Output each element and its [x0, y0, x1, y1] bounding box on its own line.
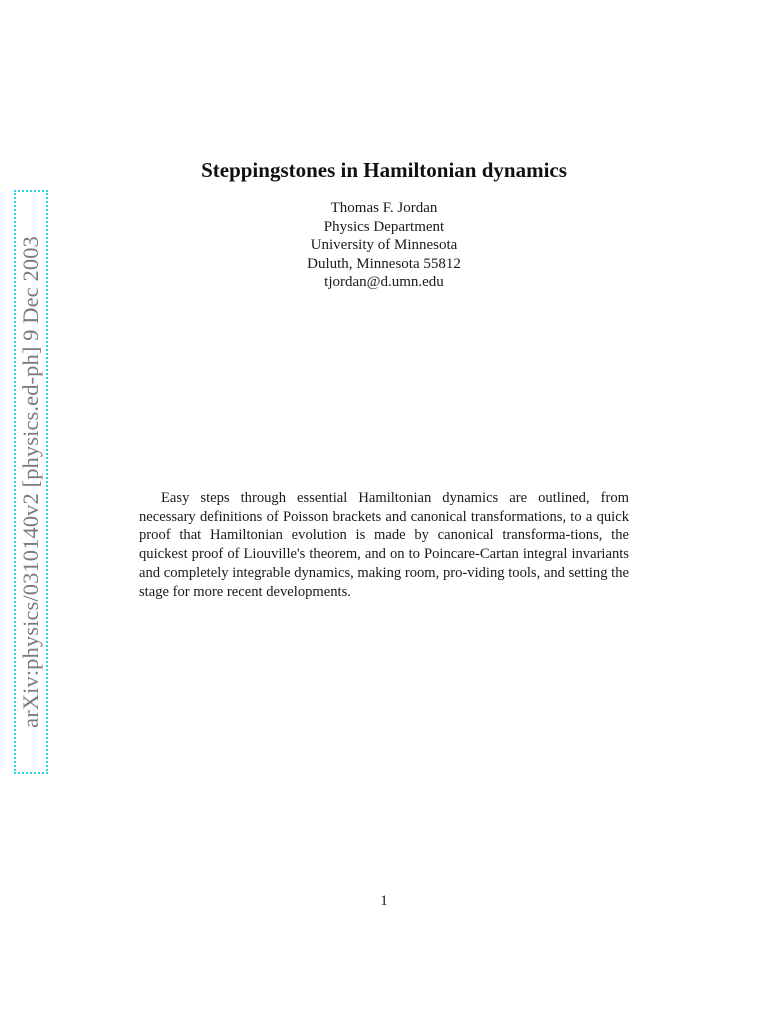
author-institution: University of Minnesota	[310, 237, 458, 254]
author-department: Physics Department	[323, 218, 445, 235]
paper-title: Steppingstones in Hamiltonian dynamics	[201, 158, 567, 182]
abstract: Easy steps through essential Hamiltonian dynamics are outlined, from necessary definitions of Poisson brackets and canonical transformations, to a quick proof that Hamiltonian evolution is made by canonical transforma-tions, the quickest proof of Liouville's theorem, and on to Poincare-Cartan integral invariants and completely integrable dynamics, making room, pro-viding tools, and setting the stage for more recent developments.	[139, 490, 630, 600]
page-number: 1	[380, 893, 388, 909]
arxiv-identifier: arXiv:physics/0310140v2 [physics.ed-ph] 9 Dec 2003	[18, 236, 43, 728]
author-address: Duluth, Minnesota 55812	[307, 255, 461, 272]
author-email: tjordan@d.umn.edu	[324, 274, 444, 291]
author-name: Thomas F. Jordan	[330, 200, 438, 216]
author-block	[0, 199, 768, 292]
